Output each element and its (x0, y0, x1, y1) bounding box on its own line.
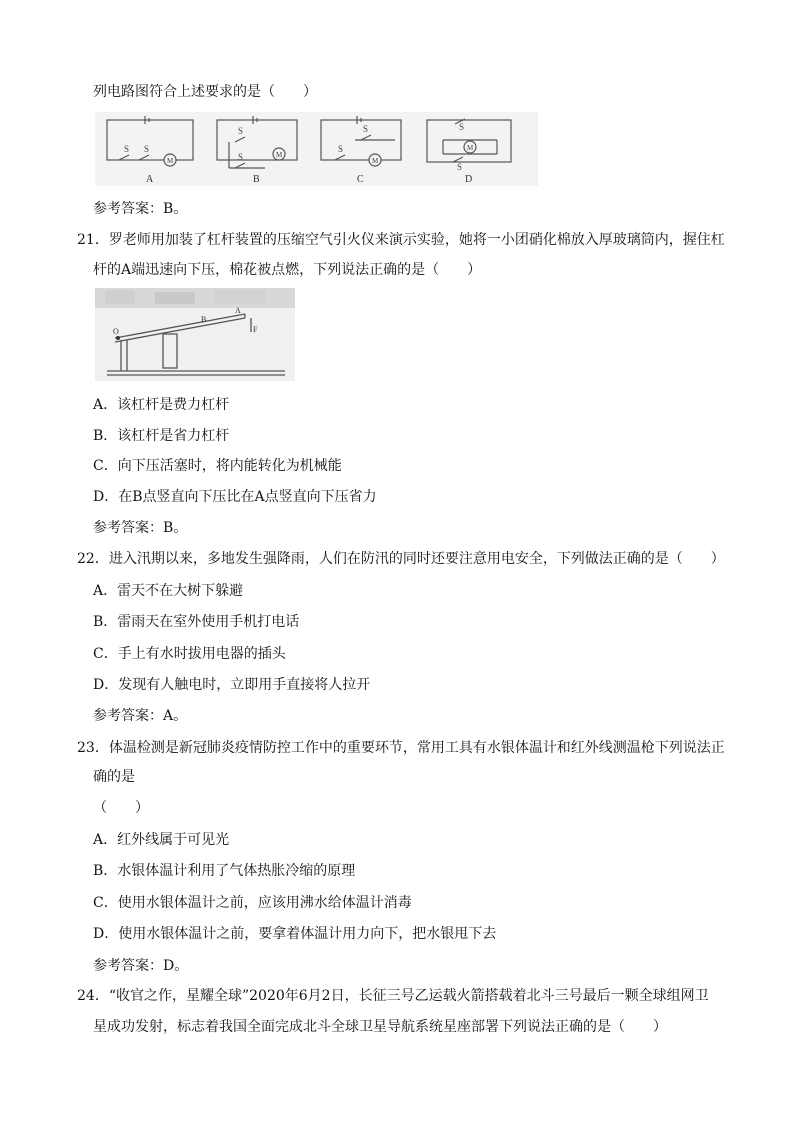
option-text: D．使用水银体温计之前，要拿着体温计用力向下，把水银甩下去 (93, 926, 497, 942)
lever-label-a: A (235, 306, 241, 315)
svg-text:S: S (238, 126, 244, 136)
svg-text:S: S (363, 124, 369, 134)
lever-apparatus-figure (95, 288, 295, 381)
option-text: C．向下压活塞时，将内能转化为机械能 (93, 458, 342, 474)
question-21-line-2: 杆的A端迅速向下压，棉花被点燃，下列说法正确的是（ ） (93, 262, 482, 278)
question-text: 列电路图符合上述要求的是（ ） (93, 84, 317, 100)
option-text: A．雷天不在大树下躲避 (93, 583, 244, 599)
lever-apparatus-svg (95, 288, 295, 381)
svg-text:M: M (276, 151, 283, 159)
question-23-line-3: （ ） (93, 800, 149, 816)
option-text: C．使用水银体温计之前，应该用沸水给体温计消毒 (93, 895, 412, 911)
svg-text:M: M (467, 144, 474, 152)
svg-text:S: S (238, 152, 244, 162)
svg-text:S: S (338, 144, 344, 154)
circuit-label-d: D (465, 174, 473, 185)
svg-text:M: M (167, 157, 174, 165)
option-text: A．红外线属于可见光 (93, 832, 230, 848)
question-24-line-1: 24．“收官之作，星耀全球”2020年6月2日，长征三号乙运载火箭搭载着北斗三号最后一颗全球组网卫 (77, 988, 709, 1004)
svg-text:S: S (459, 122, 465, 132)
option-text: B．水银体温计利用了气体热胀冷缩的原理 (93, 863, 356, 879)
answer-text: 参考答案：A。 (93, 708, 188, 724)
svg-text:S: S (144, 144, 150, 154)
lever-label-b: B (201, 315, 207, 324)
question-23-line-2: 确的是 (93, 769, 135, 785)
option-text: D．在B点竖直向下压比在A点竖直向下压省力 (93, 489, 377, 505)
question-23-line-1: 23．体温检测是新冠肺炎疫情防控工作中的重要环节，常用工具有水银体温计和红外线测温枪下列说法正 (77, 740, 725, 756)
circuit-label-b: B (253, 174, 260, 185)
answer-text: 参考答案：B。 (93, 520, 188, 536)
lever-label-o: O (113, 327, 119, 336)
option-text: B．该杠杆是省力杠杆 (93, 428, 230, 444)
answer-text: 参考答案：D。 (93, 958, 189, 974)
question-21-line-1: 21．罗老师用加装了杠杆装置的压缩空气引火仪来演示实验，她将一小团硝化棉放入厚玻璃筒内，握住杠 (77, 232, 725, 248)
circuit-label-c: C (357, 174, 364, 185)
circuit-diagrams-figure (95, 112, 538, 186)
svg-text:S: S (457, 162, 463, 172)
option-text: D．发现有人触电时，立即用手直接将人拉开 (93, 677, 371, 693)
option-text: C．手上有水时拔用电器的插头 (93, 646, 286, 662)
svg-text:M: M (372, 157, 379, 165)
question-22-stem: 22．进入汛期以来，多地发生强降雨，人们在防汛的同时还要注意用电安全，下列做法正确的是（ ） (77, 551, 725, 567)
question-24-line-2: 星成功发射，标志着我国全面完成北斗全球卫星导航系统星座部署下列说法正确的是（ ） (93, 1019, 667, 1035)
circuit-diagrams-svg (95, 112, 538, 186)
option-text: A．该杠杆是费力杠杆 (93, 397, 230, 413)
circuit-label-a: A (146, 174, 154, 185)
answer-text: 参考答案：B。 (93, 201, 188, 217)
lever-label-f: F (253, 325, 258, 334)
svg-text:S: S (124, 144, 130, 154)
option-text: B．雷雨天在室外使用手机打电话 (93, 614, 300, 630)
